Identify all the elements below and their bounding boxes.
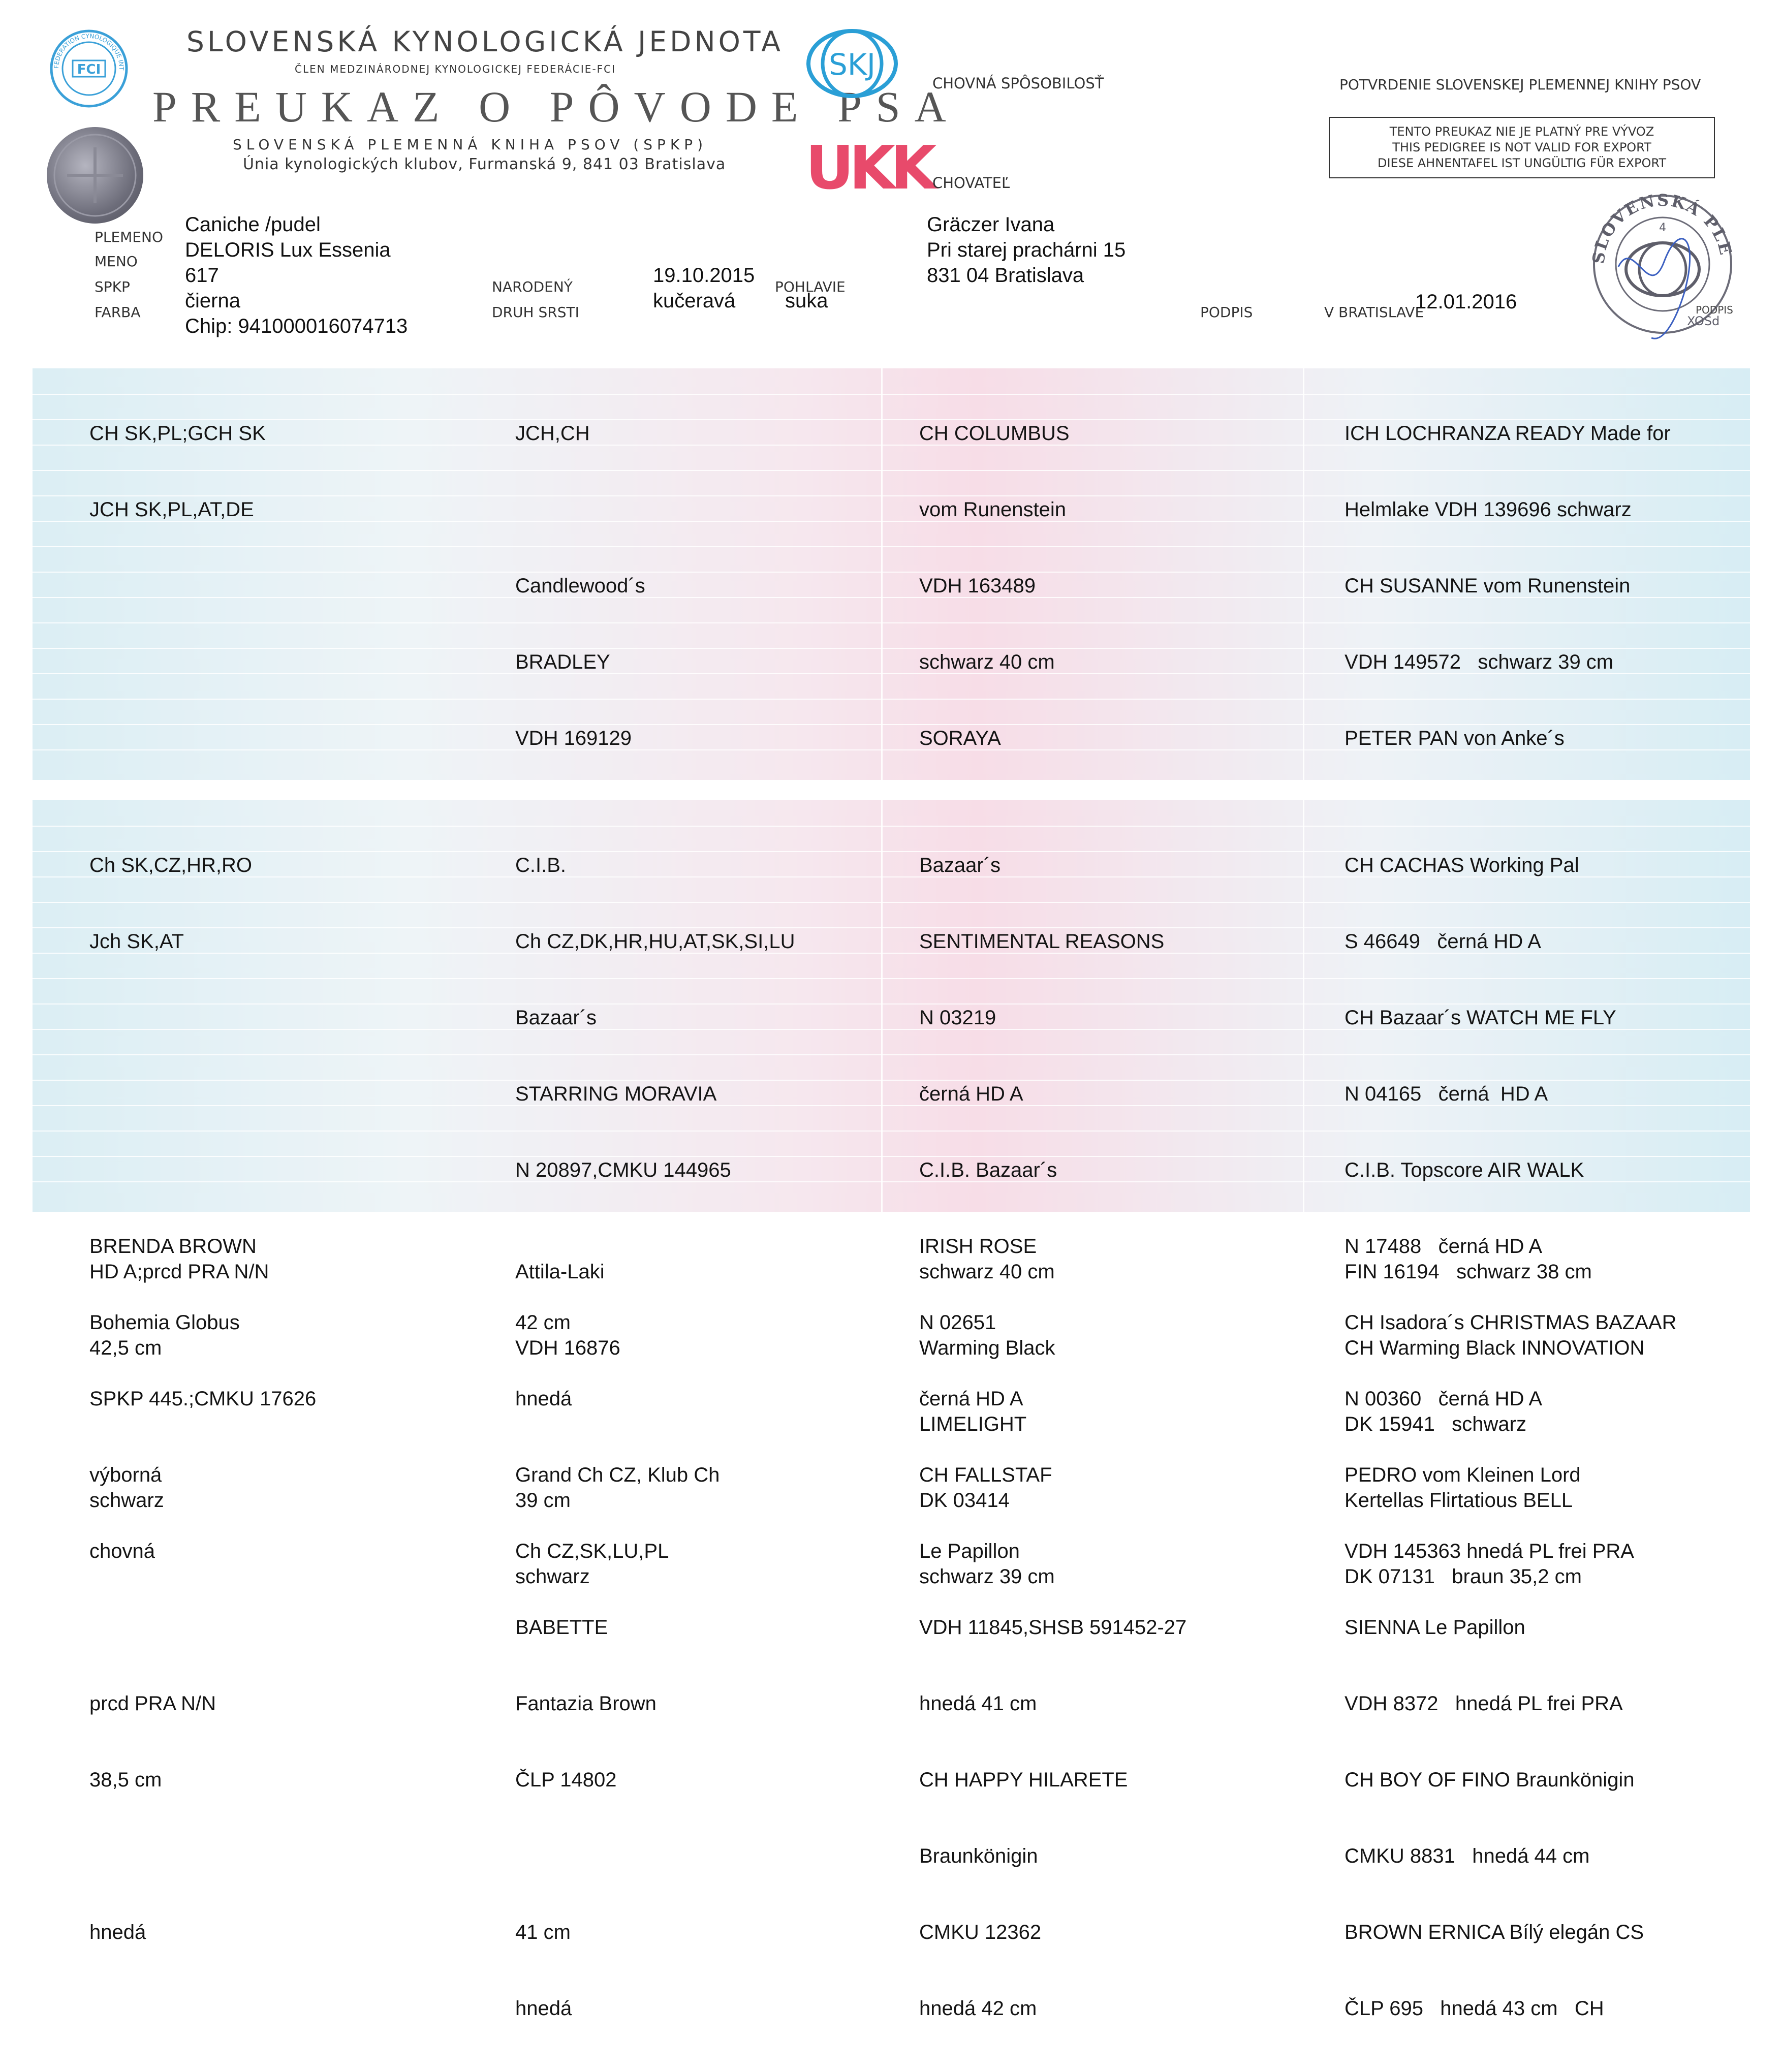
dam-grandparent-line: hnedá bbox=[515, 1997, 572, 2020]
dam-ggp-line: CMKU 12362 bbox=[919, 1921, 1042, 1943]
dam-ggp-line: N 02651 bbox=[919, 1311, 996, 1334]
sire-ggp-line: CH COLUMBUS bbox=[919, 422, 1070, 445]
dog-name-value: DELORIS Lux Essenia bbox=[185, 239, 391, 261]
dam-col-grandparents bbox=[515, 802, 795, 2072]
dam-grandparent-line: Ch CZ,DK,HR,HU,AT,SK,SI,LU bbox=[515, 930, 795, 953]
dam-gggp-line: CH Isadora´s CHRISTMAS BAZAAR bbox=[1345, 1311, 1677, 1334]
sire-gggp-line: ICH LOCHRANZA READY Made for bbox=[1345, 422, 1671, 445]
sire-ggp-line: LIMELIGHT bbox=[919, 1413, 1027, 1435]
sire-grandparent-line: Attila-Laki bbox=[515, 1261, 605, 1283]
dam-ggp-line: černá HD A bbox=[919, 1388, 1023, 1410]
org-name: SLOVENSKÁ KYNOLOGICKÁ JEDNOTA bbox=[186, 25, 784, 58]
dam-grandparent-line: N 20897,CMKU 144965 bbox=[515, 1159, 731, 1181]
dam-gggp-line: CH BOY OF FINO Braunkönigin bbox=[1345, 1769, 1635, 1791]
dam-parent-line bbox=[89, 1843, 316, 1869]
dam-ggp-line: CH HAPPY HILARETE bbox=[919, 1769, 1128, 1791]
dam-col-gg-grandparents bbox=[1345, 802, 1676, 2072]
dam-parent-line bbox=[89, 1996, 316, 2021]
sire-ggp-line: VDH 163489 bbox=[919, 575, 1036, 597]
sire-gggp-line: VDH 149572 schwarz 39 cm bbox=[1345, 651, 1614, 673]
dam-parent-line: SPKP 445.;CMKU 17626 bbox=[89, 1388, 317, 1410]
dam-ggp-line: hnedá 42 cm bbox=[919, 1997, 1037, 2020]
breeder-city: 831 04 Bratislava bbox=[927, 264, 1084, 287]
dam-gggp-line: SIENNA Le Papillon bbox=[1345, 1616, 1525, 1639]
registry-stamp bbox=[1583, 191, 1743, 343]
dam-gggp-line: CMKU 8831 hnedá 44 cm bbox=[1345, 1845, 1590, 1867]
dam-grandparent-line: Fantazia Brown bbox=[515, 1692, 656, 1715]
sire-gggp-line: FIN 16194 schwarz 38 cm bbox=[1345, 1261, 1592, 1283]
dam-parent-line: Ch SK,CZ,HR,RO bbox=[89, 854, 253, 876]
dam-gggp-line: CH Bazaar´s WATCH ME FLY bbox=[1345, 1007, 1616, 1029]
dam-grandparent-line: 41 cm bbox=[515, 1921, 571, 1943]
dam-grandparent-line: ČLP 14802 bbox=[515, 1769, 617, 1791]
dam-ggp-line: IRISH ROSE bbox=[919, 1235, 1037, 1258]
breeder-street: Pri starej prachárni 15 bbox=[927, 239, 1126, 261]
registry-name: SLOVENSKÁ PLEMENNÁ KNIHA PSOV (SPKP) bbox=[233, 136, 708, 153]
dam-ggp-line: Bazaar´s bbox=[919, 854, 1001, 876]
skj-logo-text: SKJ bbox=[829, 47, 876, 82]
sire-parent-line: CH SK,PL;GCH SK bbox=[89, 422, 266, 445]
dam-gggp-line: S 46649 černá HD A bbox=[1345, 930, 1541, 953]
fci-logo-text: FCI bbox=[77, 62, 101, 77]
silver-seal bbox=[47, 127, 143, 224]
sex-value: suka bbox=[785, 290, 828, 312]
breeder-label: CHOVATEĽ bbox=[932, 174, 1010, 192]
sire-ggp-line: vom Runenstein bbox=[919, 498, 1067, 521]
dam-gggp-line: CH CACHAS Working Pal bbox=[1345, 854, 1579, 876]
sire-grandparent-line: VDH 16876 bbox=[515, 1337, 620, 1359]
dam-ggp-line: VDH 11845,SHSB 591452-27 bbox=[919, 1616, 1187, 1639]
dam-grandparent-line: Ch CZ,SK,LU,PL bbox=[515, 1540, 669, 1562]
registry-address: Únia kynologických klubov, Furmanská 9, 841 03 Bratislava bbox=[243, 155, 726, 173]
dam-grandparent-line bbox=[515, 1843, 795, 1869]
sire-ggp-line: schwarz 39 cm bbox=[919, 1565, 1055, 1588]
sire-grandparent-line: Candlewood´s bbox=[515, 575, 645, 597]
sire-parent-line bbox=[89, 726, 304, 751]
sire-gggp-line: DK 15941 schwarz bbox=[1345, 1413, 1526, 1435]
sire-gggp-line: Kertellas Flirtatious BELL bbox=[1345, 1489, 1573, 1512]
dam-gggp-line: BROWN ERNICA Bílý elegán CS bbox=[1345, 1921, 1644, 1943]
dam-grandparent-line: STARRING MORAVIA bbox=[515, 1083, 717, 1105]
dam-ggp-line: SENTIMENTAL REASONS bbox=[919, 930, 1165, 953]
dam-grandparent-line: hnedá bbox=[515, 1388, 572, 1410]
sire-grandparent-line: JCH,CH bbox=[515, 422, 590, 445]
dam-ggp-line: N 03219 bbox=[919, 1007, 996, 1029]
stamp-bottom-text: XOSd bbox=[1687, 314, 1720, 328]
sire-grandparent-line: 39 cm bbox=[515, 1489, 571, 1512]
stamp-podpis-label: PODPIS bbox=[1696, 304, 1733, 316]
dam-grandparent-line: C.I.B. bbox=[515, 854, 567, 876]
dam-grandparent-line bbox=[515, 1234, 795, 1259]
registry-confirmation-label: POTVRDENIE SLOVENSKEJ PLEMENNEJ KNIHY PSOV bbox=[1339, 76, 1701, 93]
sire-gggp-line: CH Warming Black INNOVATION bbox=[1345, 1337, 1645, 1359]
sire-grandparent-line: VDH 169129 bbox=[515, 727, 632, 749]
spkp-label: SPKP bbox=[95, 278, 130, 295]
sire-parent-line: JCH SK,PL,AT,DE bbox=[89, 498, 254, 521]
breed-value: Caniche /pudel bbox=[185, 213, 321, 236]
dam-grandparent-line: 42 cm bbox=[515, 1311, 571, 1334]
spkp-number-value: 617 bbox=[185, 264, 219, 287]
sire-ggp-line: schwarz 40 cm bbox=[919, 1261, 1055, 1283]
sire-ggp-line: DK 03414 bbox=[919, 1489, 1010, 1512]
breeder-name: Gräczer Ivana bbox=[927, 213, 1055, 236]
dam-ggp-line: hnedá 41 cm bbox=[919, 1692, 1037, 1715]
sire-grandparent-line bbox=[515, 497, 710, 522]
dam-gggp-line: C.I.B. Topscore AIR WALK bbox=[1345, 1159, 1584, 1181]
sire-gggp-line: CH SUSANNE vom Runenstein bbox=[1345, 575, 1631, 597]
breeding-fitness-label: CHOVNÁ SPÔSOBILOSŤ bbox=[932, 75, 1104, 92]
dam-parent-line bbox=[89, 1157, 316, 1183]
place-label: V BRATISLAVE bbox=[1324, 304, 1424, 321]
dam-gggp-line: N 17488 černá HD A bbox=[1345, 1235, 1543, 1258]
dam-parent-line bbox=[89, 1081, 316, 1107]
dam-parent-line: chovná bbox=[89, 1540, 155, 1562]
dam-gggp-line: PEDRO vom Kleinen Lord bbox=[1345, 1464, 1581, 1486]
color-label: FARBA bbox=[95, 304, 141, 321]
sire-parent-line bbox=[89, 649, 304, 675]
stamp-number: 4 bbox=[1659, 222, 1666, 234]
chip-value: Chip: 941000016074713 bbox=[185, 315, 408, 337]
dam-parent-line: 38,5 cm bbox=[89, 1769, 162, 1791]
fci-ring-text: FEDERATION CYNOLOGIQUE INT bbox=[52, 32, 126, 71]
dam-gggp-line: N 00360 černá HD A bbox=[1345, 1388, 1543, 1410]
export-warning-box bbox=[1329, 117, 1715, 178]
sire-ggp-line: Warming Black bbox=[919, 1337, 1055, 1359]
coat-label: DRUH SRSTI bbox=[492, 304, 579, 321]
dam-ggp-line: černá HD A bbox=[919, 1083, 1023, 1105]
dam-col-great-grandparents bbox=[919, 802, 1186, 2072]
dam-grandparent-line: BABETTE bbox=[515, 1616, 608, 1639]
export-warning-en: THIS PEDIGREE IS NOT VALID FOR EXPORT bbox=[1392, 140, 1651, 154]
signature-label: PODPIS bbox=[1200, 304, 1253, 321]
skj-logo bbox=[805, 28, 899, 99]
dam-grandparent-line: Bazaar´s bbox=[515, 1007, 597, 1029]
born-label: NARODENÝ bbox=[492, 278, 573, 295]
export-warning-de: DIESE AHNENTAFEL IST UNGÜLTIG FÜR EXPORT bbox=[1377, 156, 1667, 170]
dam-col-parent bbox=[89, 802, 316, 2072]
issue-date-value: 12.01.2016 bbox=[1415, 291, 1517, 313]
dam-parent-line bbox=[89, 1615, 316, 1640]
dam-parent-line bbox=[89, 1005, 316, 1030]
sire-gggp-line: Helmlake VDH 139696 schwarz bbox=[1345, 498, 1632, 521]
dam-parent-line: hnedá bbox=[89, 1921, 146, 1943]
color-value: čierna bbox=[185, 290, 240, 312]
coat-value: kučeravá bbox=[653, 290, 736, 312]
sire-ggp-line: SORAYA bbox=[919, 727, 1001, 749]
dam-ggp-line: Le Papillon bbox=[919, 1540, 1020, 1562]
sire-grandparent-line: schwarz bbox=[515, 1565, 590, 1588]
sex-label: POHLAVIE bbox=[775, 278, 846, 295]
sire-parent-line: HD A;prcd PRA N/N bbox=[89, 1261, 269, 1283]
born-value: 19.10.2015 bbox=[653, 264, 755, 287]
export-warning-sk: TENTO PREUKAZ NIE JE PLATNÝ PRE VÝVOZ bbox=[1389, 124, 1654, 139]
dam-parent-line: výborná bbox=[89, 1464, 162, 1486]
sire-grandparent-line: BRADLEY bbox=[515, 651, 610, 673]
dam-parent-line: Bohemia Globus bbox=[89, 1311, 240, 1334]
breed-label: PLEMENO bbox=[95, 229, 164, 245]
dam-gggp-line: ČLP 695 hnedá 43 cm CH bbox=[1345, 1997, 1604, 2020]
name-label: MENO bbox=[95, 253, 138, 270]
dam-ggp-line: CH FALLSTAF bbox=[919, 1464, 1052, 1486]
stamp-ring-text: SLOVENSKÁ PLE bbox=[1588, 191, 1736, 265]
fci-member-line: ČLEN MEDZINÁRODNEJ KYNOLOGICKEJ FEDERÁCIE-FCI bbox=[295, 63, 616, 75]
dam-parent-line: BRENDA BROWN bbox=[89, 1235, 257, 1258]
dam-parent-line: prcd PRA N/N bbox=[89, 1692, 216, 1715]
page-title: PREUKAZ O PÔVODE PSA bbox=[152, 82, 960, 131]
dam-ggp-line: Braunkönigin bbox=[919, 1845, 1038, 1867]
sire-parent-line: 42,5 cm bbox=[89, 1337, 162, 1359]
dam-gggp-line: VDH 145363 hnedá PL frei PRA bbox=[1345, 1540, 1634, 1562]
sire-ggp-line: schwarz 40 cm bbox=[919, 651, 1055, 673]
ukk-logo: UKK bbox=[805, 133, 932, 203]
dam-parent-line: Jch SK,AT bbox=[89, 930, 184, 953]
fci-logo bbox=[48, 28, 130, 109]
dam-grandparent-line: Grand Ch CZ, Klub Ch bbox=[515, 1464, 720, 1486]
dam-gggp-line: N 04165 černá HD A bbox=[1345, 1083, 1548, 1105]
sire-gggp-line: DK 07131 braun 35,2 cm bbox=[1345, 1565, 1582, 1588]
sire-gggp-line: PETER PAN von Anke´s bbox=[1345, 727, 1565, 749]
dam-ggp-line: C.I.B. Bazaar´s bbox=[919, 1159, 1057, 1181]
sire-parent-line bbox=[89, 573, 304, 599]
dam-gggp-line: VDH 8372 hnedá PL frei PRA bbox=[1345, 1692, 1623, 1715]
sire-parent-line: schwarz bbox=[89, 1489, 164, 1512]
